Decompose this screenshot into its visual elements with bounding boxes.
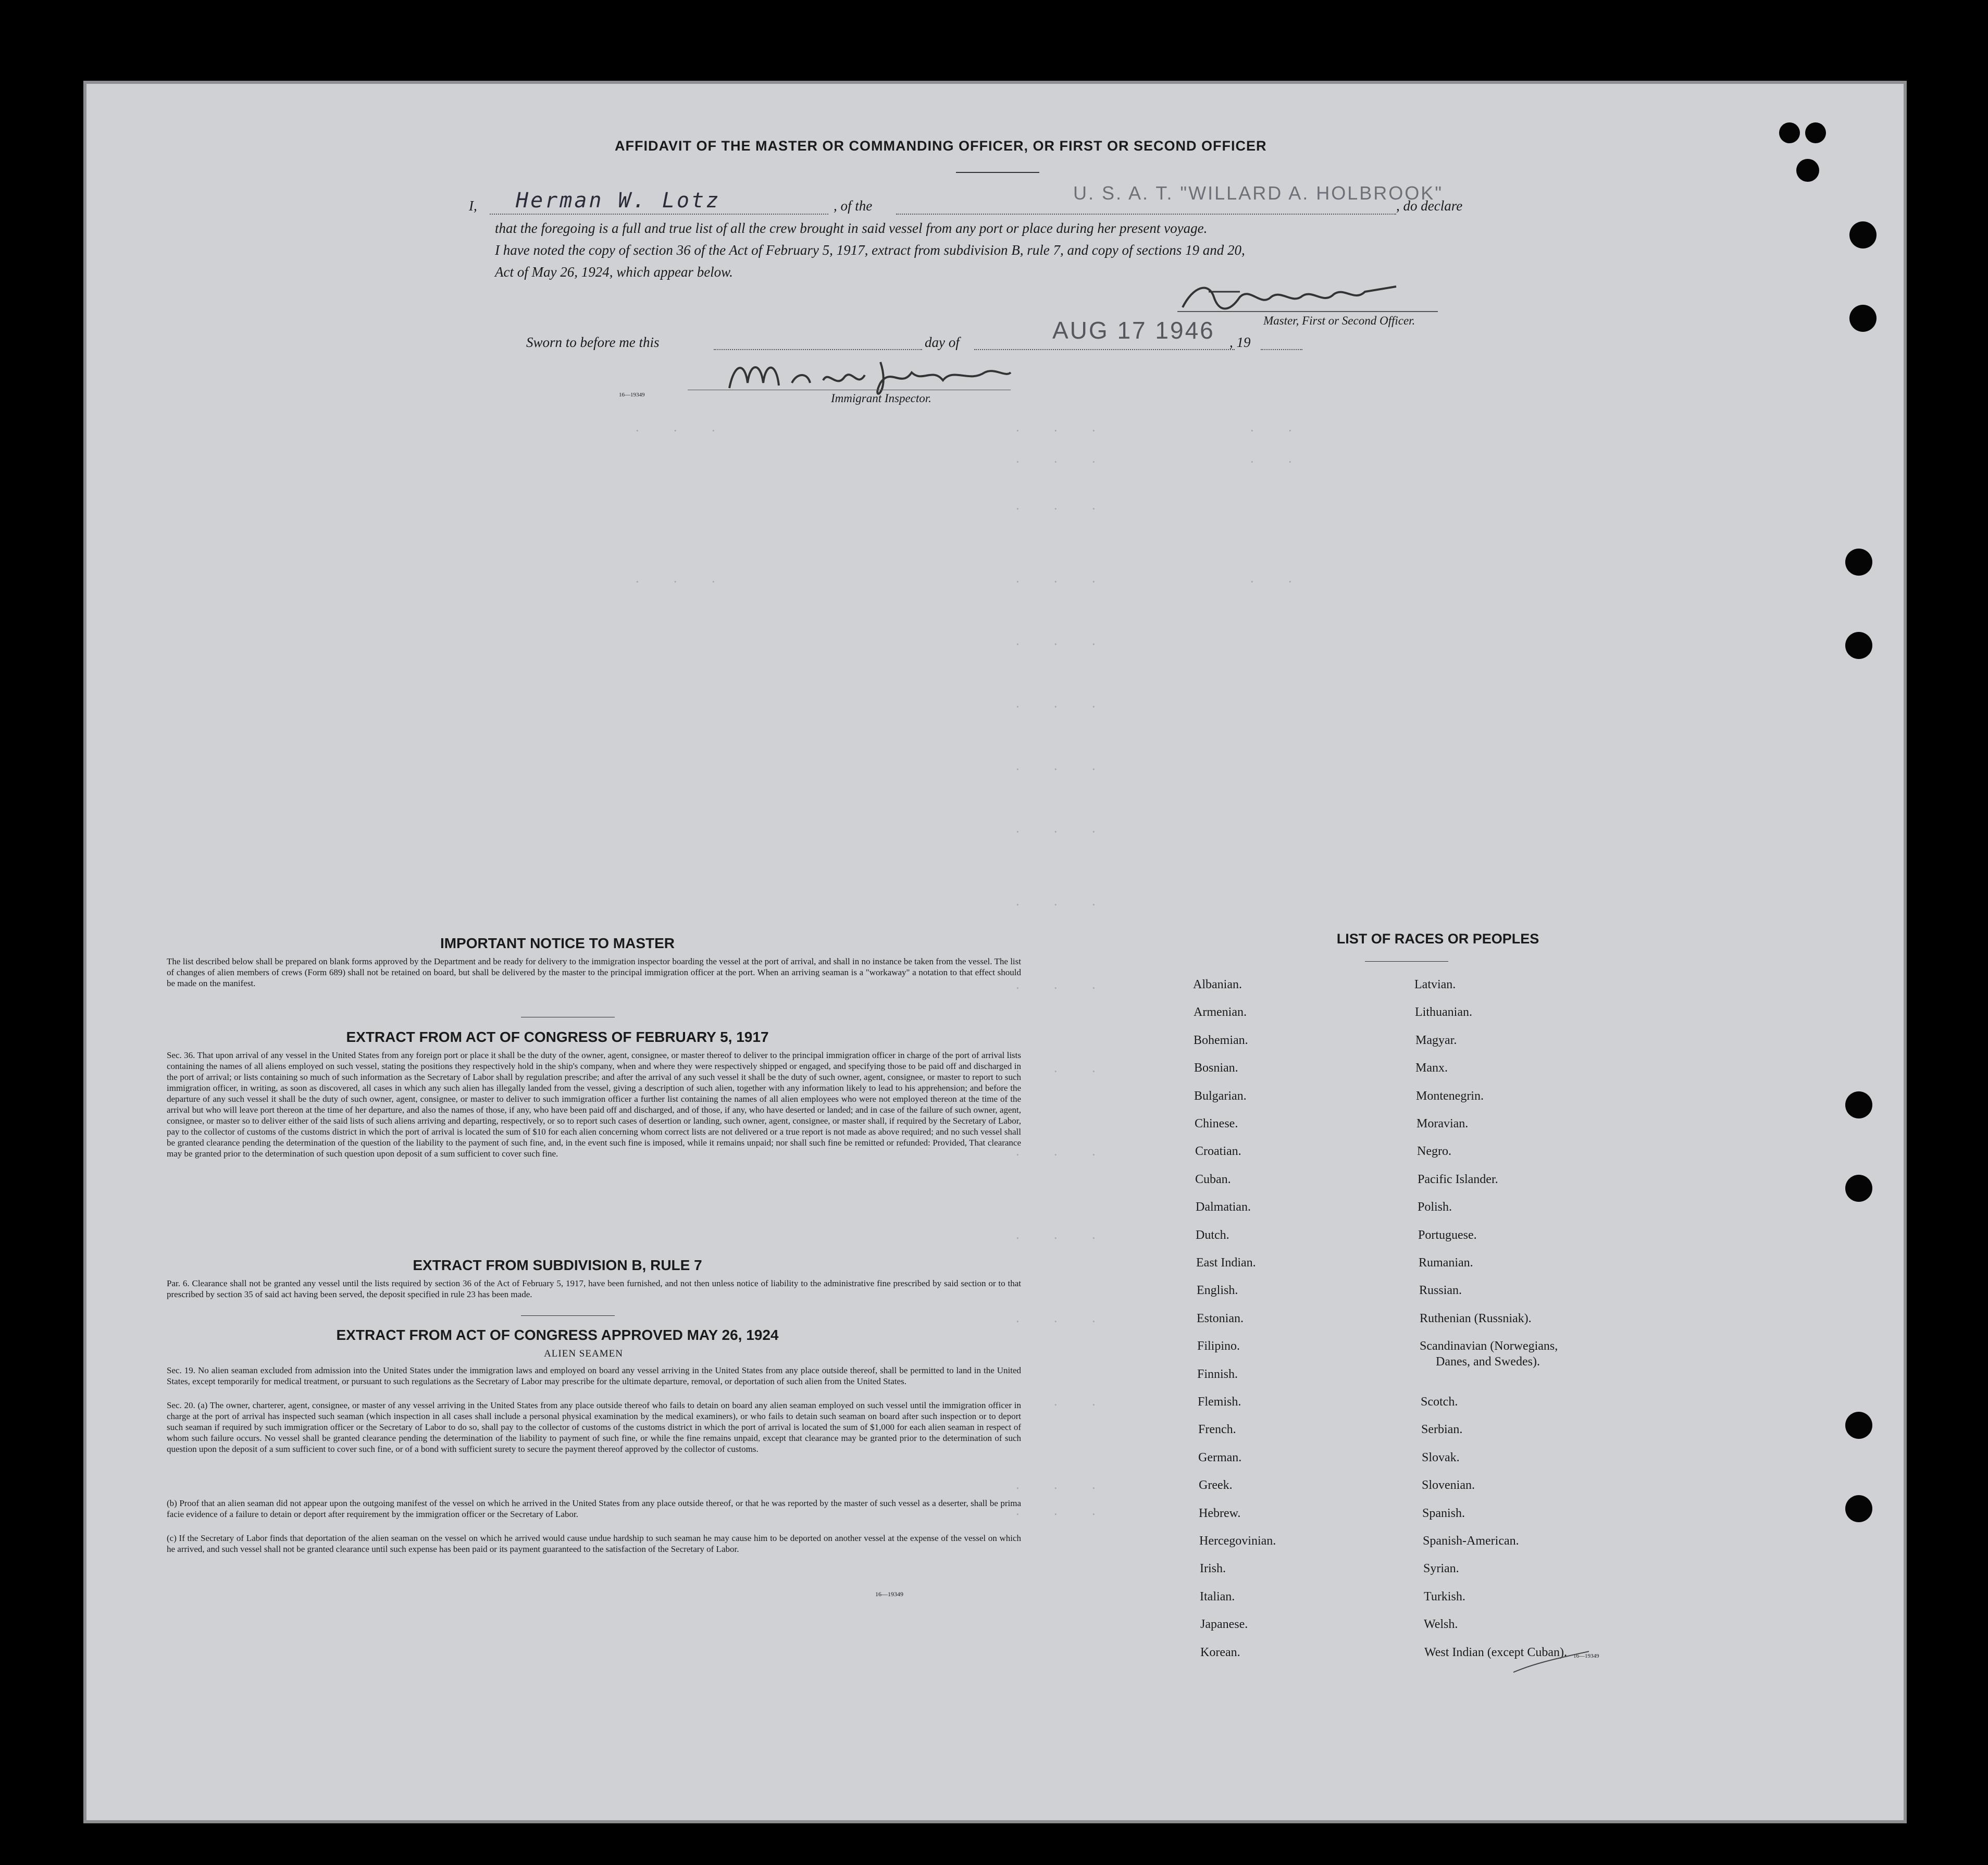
race-item: Pacific Islander. [1418,1173,1498,1186]
race-item: Rumanian. [1419,1256,1473,1270]
race-item: Bohemian. [1194,1034,1248,1047]
bleed-row: . . . [1016,695,1111,711]
bleed-row: . . . [636,570,731,586]
decl-pre-name: I, [469,198,477,214]
sworn-year-prefix: , 19 [1229,334,1251,350]
extract-1924-sec20a: Sec. 20. (a) The owner, charterer, agent, consignee, or master of any vessel arriving in the United States from any place outside thereof who fails to detain on board any alien seaman employed on such vessel until the immigration officer in charge at the port of arrival has inspected such seaman (which inspection in all cases shall include a personal physical examination by the medical examiners), or who fails to detain such seaman on board after such inspection or to deport such seaman if required by such immigration officer or the Secretary of Labor to do so, shall pay to the collector of customs of the customs district in which the port of arrival is located the sum of $1,000 for each alien seaman in respect of whom such failure occurs. No vessel shall be granted clearance pending the determination of the liability to payment of such fine, or while the fine remains unpaid, except that clearance may be granted prior to the determination of such question upon the deposit of a sum sufficient to cover such fine, or of a bond with sufficient surety to secure the payment thereof approved by the collector of customs. [167,1400,1021,1454]
form-number-top: 16—19349 [619,392,645,398]
bleed-row: . . . [1016,1310,1111,1325]
scribble-mark [1511,1649,1594,1675]
race-item: Scandinavian (Norwegians, [1420,1339,1558,1353]
signature-line [1177,311,1438,312]
form-number-right: 16—19349 [1573,1653,1599,1659]
race-item: Korean. [1200,1646,1240,1659]
decl-of-the: , of the [834,198,873,214]
race-item: German. [1198,1451,1242,1464]
race-item: East Indian. [1196,1256,1256,1270]
races-title: LIST OF RACES OR PEOPLES [1336,931,1539,947]
race-item: Croatian. [1195,1145,1241,1158]
punch-hole [1779,122,1800,143]
race-item: Spanish. [1422,1507,1465,1520]
bleed-row: . . . [1016,820,1111,836]
extract-1917-text: Sec. 36. That upon arrival of any vessel in the United States from any foreign port or place it shall be the duty of the owner, agent, consignee, or master thereof to deliver to the principal immigration officer in charge of the port of arrival lists containing the names of all aliens employed on such vessel, stating the positions they respectively hold in the ship's company, when and where they were respectively shipped or engaged, and specifying those to be paid off and discharged in the port of arrival; or lists containing so much of such information as the Secretary of Labor shall by regulation prescribe; and after the arrival of any such vessel it shall be the duty of such owner, agent, consignee, or master to report to such immigration officer, in writing, as soon as discovered, all cases in which any such alien has illegally landed from the vessel, giving a description of such alien, together with any information likely to lead to his apprehension; and before the departure of any such vessel it shall be the duty of such owner, agent, consignee, or master to deliver to such immigration officer a further list containing the names of all alien employees who were not employed thereon at the time of the arrival but who will leave port thereon at the time of her departure, and also the names of those, if any, who have been paid off and discharged, and of those, if any, who have deserted or landed; and in case of the failure of such owner, agent, consignee, or master so to deliver either of the said lists of such aliens arriving and departing, respectively, or so to report such cases of desertion or landing, such owner, agent, consignee, or master shall, if required by the Secretary of Labor, pay to the collector of customs of the customs district in which the port of arrival is located the sum of $10 for each alien concerning whom correct lists are not delivered or a true report is not made as above required; and no such vessel shall be granted clearance pending the determination of the question of the liability to the payment of such fine, and, in the event such fine is imposed, while it remains unpaid; nor shall such fine be remitted or refunded: Provided, That clearance may be granted prior to the determination of such question upon deposit of a sum sufficient to cover such fine. [167,1050,1021,1159]
race-item: Scotch. [1421,1395,1458,1409]
master-caption: Master, First or Second Officer. [1263,314,1415,327]
decl-line-2: that the foregoing is a full and true list of all the crew brought in said vessel from any port or place during her present voyage. [495,220,1208,236]
sworn-day-of: day of [925,334,960,350]
race-item: Portuguese. [1418,1228,1477,1242]
punch-hole [1796,159,1819,182]
race-item: Negro. [1417,1145,1451,1158]
notice-text: The list described below shall be prepared on blank forms approved by the Department and be ready for delivery to the immigration inspector boarding the vessel at the port of arrival, and shall in no instance be taken from the vessel. The list of changes of alien members of crews (Form 689) shall not be retained on board, but shall be delivered by the master to the principal immigration officer at the port. When an arriving seaman is a "workaway" a notation to that effect should be made on the manifest. [167,956,1021,988]
race-item: French. [1198,1423,1236,1436]
race-item: Finnish. [1197,1367,1238,1381]
race-item: Welsh. [1424,1618,1458,1631]
extract-1924-sec20c: (c) If the Secretary of Labor finds that deportation of the alien seaman on the vessel on which he arrived would cause undue hardship to such seaman he may cause him to be deported on another vessel at the expense of the vessel on which he arrived, and such vessel shall not be granted clearance until such expense has been paid or its payment guaranteed to the satisfaction of the Secretary of Labor. [167,1533,1021,1554]
race-item: Russian. [1419,1284,1462,1297]
punch-hole [1805,122,1826,143]
race-item: Spanish-American. [1423,1534,1519,1548]
race-item: Hebrew. [1199,1507,1241,1520]
race-item: Dutch. [1196,1228,1229,1242]
race-item: West Indian (except Cuban). [1424,1646,1567,1659]
bleed-row: . . . [1016,977,1111,992]
race-item: Bulgarian. [1194,1089,1247,1103]
bleed-row: . . . [1016,451,1111,466]
race-item: Slovak. [1422,1451,1460,1464]
race-item: Polish. [1418,1200,1452,1214]
rule7-divider [521,1315,615,1316]
vessel-line [896,214,1396,215]
extract-1924-subtitle: ALIEN SEAMEN [544,1348,623,1359]
punch-hole [1845,1495,1872,1522]
bleed-row: . . . [1016,633,1111,648]
sworn-prefix: Sworn to before me this [526,334,660,350]
sworn-year-line [1261,349,1302,350]
race-item: Armenian. [1194,1005,1247,1019]
bleed-row: . . [1250,570,1308,586]
race-item: Serbian. [1421,1423,1463,1436]
extract-1924-sec19: Sec. 19. No alien seaman excluded from admission into the United States under the immigration laws and employed on board any vessel arriving in the United States from any place outside thereof, shall be permitted to land in the United States, except temporarily for medical treatment, or pursuant to such regulations as the Secretary of Labor may prescribe for the ultimate departure, removal, or deportation of such alien from the United States. [167,1365,1021,1386]
punch-hole [1849,305,1877,332]
races-divider [1365,961,1448,962]
bleed-row: . . [1250,419,1308,434]
race-item: Turkish. [1424,1590,1465,1603]
bleed-row: . . . [1016,893,1111,909]
document-page [83,81,1907,1823]
date-stamp: AUG 17 1946 [1052,317,1215,344]
race-item: Syrian. [1423,1562,1459,1575]
name-line [490,214,828,215]
punch-hole [1845,1091,1872,1118]
race-item: Magyar. [1415,1034,1457,1047]
decl-do-declare: , do declare [1396,198,1463,214]
race-item: Chinese. [1195,1117,1238,1130]
race-item: Irish. [1200,1562,1226,1575]
bleed-row: . . . [1016,1227,1111,1242]
race-item: Slovenian. [1422,1478,1475,1492]
race-item: Lithuanian. [1415,1005,1472,1019]
inspector-caption: Immigrant Inspector. [831,392,931,405]
race-item: Ruthenian (Russniak). [1420,1312,1532,1325]
race-item: Estonian. [1197,1312,1244,1325]
decl-line-4: Act of May 26, 1924, which appear below. [495,264,733,280]
bleed-row: . . . [1016,1503,1111,1518]
bleed-row: . . . [1016,1060,1111,1075]
race-item: English. [1197,1284,1238,1297]
sworn-month-line [974,349,1235,350]
race-item: Danes, and Swedes). [1436,1355,1540,1369]
extract-1924-sec20b: (b) Proof that an alien seaman did not appear upon the outgoing manifest of the vessel on which he arrived in the United States from any place outside thereof, or that he was reported by the master of such vessel as a deserter, shall be prima facie evidence of a failure to detain or deport after requirement by the immigration officer or the Secretary of Labor. [167,1498,1021,1519]
race-item: Moravian. [1417,1117,1469,1130]
master-name: Herman W. Lotz [516,189,721,213]
bleed-row: . . . [1016,498,1111,513]
bleed-row: . . . [1016,1477,1111,1492]
notice-title: IMPORTANT NOTICE TO MASTER [440,935,675,951]
bleed-row: . . . [1016,758,1111,773]
race-item: Japanese. [1200,1618,1248,1631]
race-item: Manx. [1415,1061,1448,1075]
vessel-name: U. S. A. T. "WILLARD A. HOLBROOK" [1073,182,1444,204]
race-item: Filipino. [1197,1339,1240,1353]
extract-rule7-text: Par. 6. Clearance shall not be granted any vessel until the lists required by section 36 of the Act of February 5, 1917, have been furnished, and not then unless notice of liability to the administrative fine prescribed by said section or to that prescribed by section 35 of said act having been served, the deposit specified in rule 23 has been made. [167,1278,1021,1299]
race-item: Latvian. [1414,978,1456,991]
form-number-left: 16—19349 [875,1590,903,1598]
bleed-row: . . . [1016,1143,1111,1159]
bleed-row: . . . [1016,419,1111,434]
punch-hole [1845,1412,1872,1439]
race-item: Montenegrin. [1416,1089,1484,1103]
affidavit-title: AFFIDAVIT OF THE MASTER OR COMMANDING OFFICER, OR FIRST OR SECOND OFFICER [615,138,1267,154]
bleed-row: . . . [1016,570,1111,586]
extract-rule7-title: EXTRACT FROM SUBDIVISION B, RULE 7 [413,1257,702,1273]
bleed-row: . . [1250,451,1308,466]
race-item: Greek. [1199,1478,1233,1492]
punch-hole [1845,1175,1872,1202]
sworn-day-line [714,349,922,350]
punch-hole [1849,221,1877,248]
race-item: Albanian. [1193,978,1242,991]
race-item: Bosnian. [1194,1061,1238,1075]
punch-hole [1845,632,1872,659]
title-divider [956,172,1039,173]
race-item: Flemish. [1198,1395,1241,1409]
race-item: Dalmatian. [1196,1200,1251,1214]
punch-hole [1845,549,1872,576]
race-item: Hercegovinian. [1199,1534,1276,1548]
decl-line-3: I have noted the copy of section 36 of the Act of February 5, 1917, extract from subdivision B, rule 7, and copy of sections 19 and 20, [495,242,1245,258]
extract-1917-title: EXTRACT FROM ACT OF CONGRESS OF FEBRUARY 5, 1917 [346,1029,769,1045]
bleed-row: . . . [1016,1394,1111,1409]
bleed-row: . . . [636,419,731,434]
race-item: Italian. [1200,1590,1235,1603]
extract-1924-title: EXTRACT FROM ACT OF CONGRESS APPROVED MAY 26, 1924 [336,1327,779,1343]
race-item: Cuban. [1195,1173,1231,1186]
